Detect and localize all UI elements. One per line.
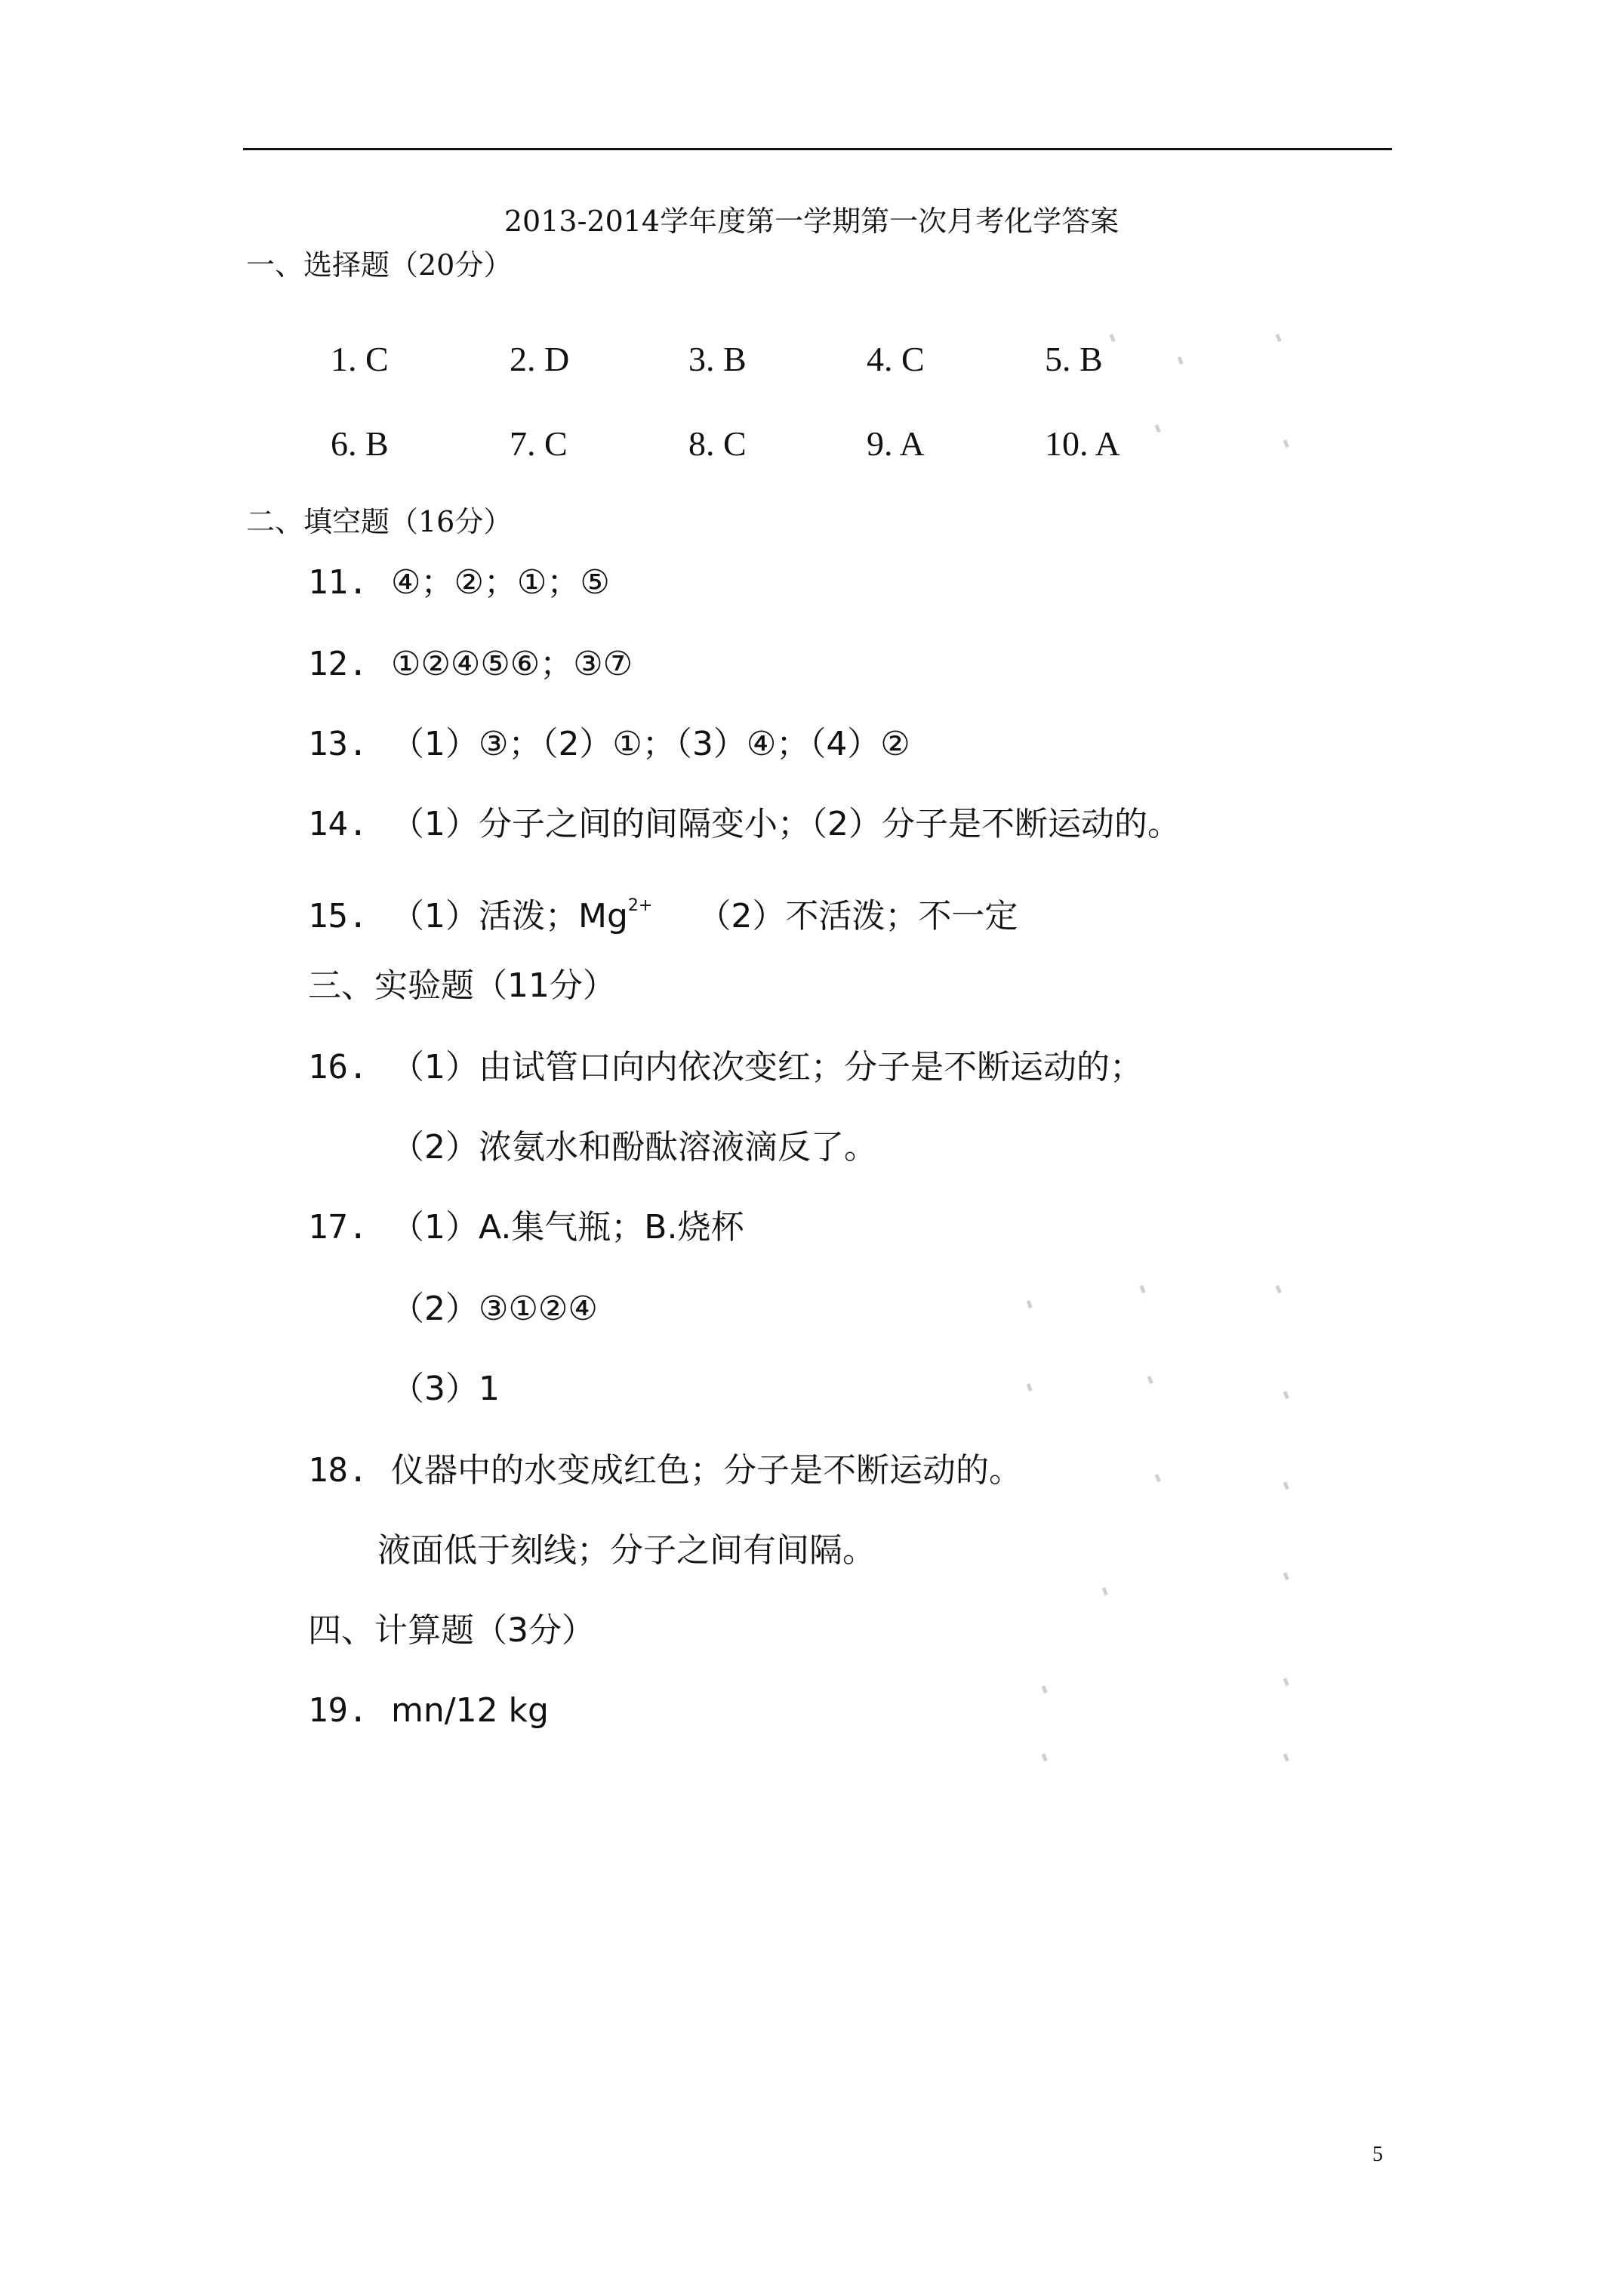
watermark-mark [1281,1570,1290,1583]
document-title: 2013-2014学年度第一学期第一次月考化学答案 [504,205,1119,238]
question-number: 19. [308,1691,368,1730]
page-number: 5 [1372,2143,1383,2166]
watermark-mark [1100,1585,1109,1598]
answer-text: （1）活泼；Mg [391,897,628,935]
answer-text: （2）不活泼；不一定 [698,897,1018,935]
answer-text: 仪器中的水变成红色；分子是不断运动的。 [391,1451,1022,1490]
answer-text: （1）A.集气瓶；B.烧杯 [391,1208,744,1247]
watermark-mark [1039,1683,1049,1696]
watermark-mark [1024,1298,1033,1311]
answer-line-12 [308,642,633,687]
question-number: 13. [308,725,368,763]
choice-answer: 6. B [331,424,389,463]
watermark-mark [1281,1388,1290,1401]
watermark-mark [1153,1472,1162,1484]
watermark-mark [1281,1675,1290,1688]
watermark-mark [1281,1479,1290,1492]
choice-answer: 3. B [688,340,747,378]
question-number: 16. [308,1048,368,1086]
answer-line-18 [308,1448,1022,1493]
answer-text: （1）③；（2）①；（3）④；（4）② [391,725,910,763]
ion-charge: 2+ [627,896,653,915]
question-number: 14. [308,805,368,843]
answer-line-19 [308,1688,549,1734]
answer-line-16 [308,1045,1143,1090]
section-heading-choice: 一、选择题（20分） [246,248,513,282]
question-number: 11. [308,563,368,602]
question-number: 18. [308,1451,368,1490]
choice-row [331,337,1312,421]
watermark-mark [1273,1283,1283,1296]
answer-text: （1）分子之间的间隔变小；（2）分子是不断运动的。 [391,805,1181,843]
section-heading-fill: 二、填空题（16分） [246,505,513,538]
choice-answer: 10. A [1045,424,1120,463]
answer-continuation: （2）浓氨水和酚酞溶液滴反了。 [391,1128,877,1166]
choice-row [331,421,1312,506]
answer-line-17 [308,1205,744,1250]
answer-text: （1）由试管口向内依次变红；分子是不断运动的； [391,1048,1143,1086]
choice-answer: 7. C [510,424,568,463]
choice-answer: 9. A [867,424,925,463]
watermark-mark [1039,1751,1049,1764]
question-number: 17. [308,1208,368,1247]
choice-answer: 4. C [867,340,925,378]
answer-continuation: 液面低于刻线；分子之间有间隔。 [377,1531,876,1570]
question-number: 15. [308,897,368,935]
answer-text: mn/12 kg [391,1691,549,1730]
watermark-mark [1024,1381,1033,1394]
answer-line-13 [308,722,910,767]
answer-line-11 [308,560,610,606]
answer-text: ①②④⑤⑥；③⑦ [391,645,633,683]
question-number: 12. [308,645,368,683]
choice-answer: 2. D [510,340,570,378]
choice-answer: 8. C [688,424,747,463]
section-heading-experiment: 三、实验题（11分） [308,966,616,1005]
section-heading-calc: 四、计算题（3分） [308,1611,595,1650]
watermark-mark [1145,1373,1154,1386]
header-rule [243,148,1392,150]
choice-answer: 1. C [331,340,389,378]
watermark-mark [1281,1751,1290,1764]
watermark-mark [1138,1283,1147,1296]
answer-continuation: （3）1 [391,1370,500,1408]
choice-answer-grid [331,337,1312,506]
answer-text: ④；②；①；⑤ [391,563,610,602]
answer-line-14 [308,802,1181,847]
choice-answer: 5. B [1045,340,1103,378]
answer-line-15 [308,883,1018,939]
answer-continuation: （2）③①②④ [391,1290,598,1328]
